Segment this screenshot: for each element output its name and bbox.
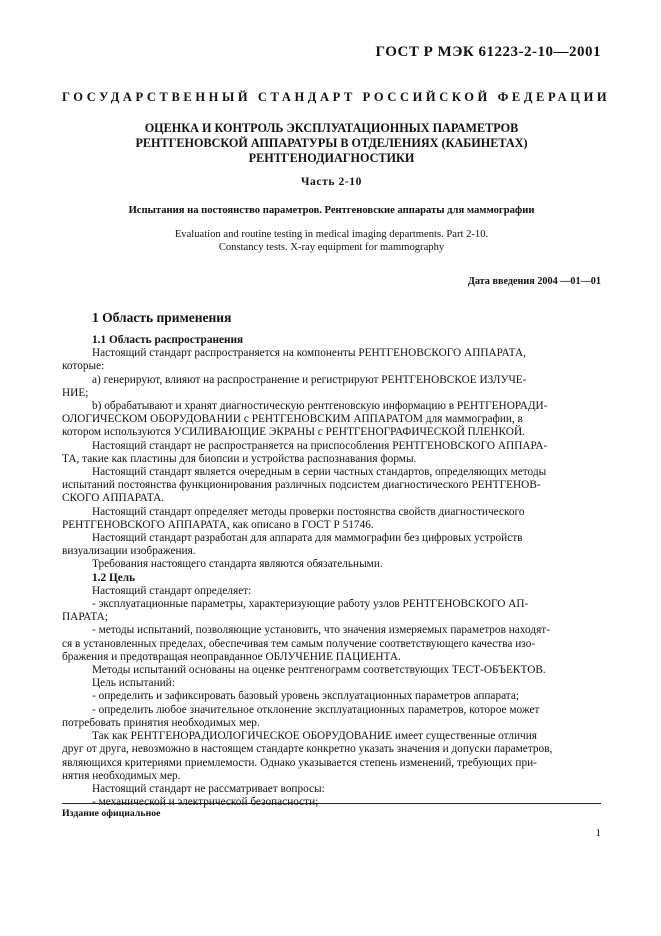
body-line: - определить любое значительное отклонение эксплуатационных параметров, которое может [92, 703, 540, 716]
main-title-line: РЕНТГЕНОВСКОЙ АППАРАТУРЫ В ОТДЕЛЕНИЯХ (КАБИНЕТАХ) [135, 136, 528, 150]
gost-number: ГОСТ Р МЭК 61223-2-10—2001 [375, 44, 601, 60]
body-line: друг от друга, невозможно в настоящем стандарте конкретно указать значения и допуски параметров, [62, 743, 553, 756]
official-edition-label: Издание официальное [62, 808, 161, 819]
body-line: Настоящий стандарт не рассматривает вопросы: [92, 782, 325, 795]
body-text [62, 334, 601, 809]
body-line: - механической и электрической безопасности; [92, 796, 319, 809]
main-title-line: ОЦЕНКА И КОНТРОЛЬ ЭКСПЛУАТАЦИОННЫХ ПАРАМЕТРОВ [144, 121, 519, 135]
english-title-line: Evaluation and routine testing in medical imaging departments. Part 2-10. [174, 229, 489, 240]
body-line: Настоящий стандарт является очередным в серии частных стандартов, определяющих методы [92, 466, 547, 479]
body-line: Настоящий стандарт разработан для аппарата для маммографии без цифровых устройств [92, 532, 523, 545]
body-line: Цель испытаний: [92, 677, 175, 690]
body-line: ОЛОГИЧЕСКОМ ОБОРУДОВАНИИ с РЕНТГЕНОВСКИМ АППАРАТОМ для маммографии, в [62, 413, 523, 426]
body-line: - эксплуатационные параметры, характеризующие работу узлов РЕНТГЕНОВСКОГО АП- [92, 598, 529, 611]
body-line: Методы испытаний основаны на оценке рентгенограмм соответствующих ТЕСТ-ОБЪЕКТОВ. [92, 664, 546, 677]
section-heading: 1 Область применения [92, 310, 232, 325]
body-line: котором используются УСИЛИВАЮЩИЕ ЭКРАНЫ с РЕНТГЕНОГРАФИЧЕСКОЙ ПЛЕНКОЙ. [62, 426, 525, 439]
body-line: ТА, такие как пластины для биопсии и устройства распознавания формы. [62, 452, 417, 465]
body-line: Настоящий стандарт определяет: [92, 584, 252, 597]
body-line: Настоящий стандарт определяет методы проверки постоянства свойств диагностического [92, 505, 525, 518]
body-line: b) обрабатывают и хранят диагностическую рентгеновскую информацию в РЕНТГЕНОРАДИ- [92, 400, 548, 413]
body-line: ПАРАТА; [62, 611, 108, 624]
body-line: Настоящий стандарт распространяется на компоненты РЕНТГЕНОВСКОГО АППАРАТА, [92, 347, 526, 360]
page-number: 1 [595, 827, 601, 839]
body-line: потребовать принятия необходимых мер. [62, 716, 260, 729]
body-line: - определить и зафиксировать базовый уровень эксплуатационных параметров аппарата; [92, 690, 520, 703]
body-line: визуализации изображения. [62, 545, 196, 558]
body-line: Требования настоящего стандарта являются обязательными. [92, 558, 383, 571]
english-title [62, 228, 601, 254]
main-title-line: РЕНТГЕНОДИАГНОСТИКИ [248, 151, 415, 165]
body-line: испытаний постоянства функционирования различных подсистем диагностического РЕНТГЕНОВ- [62, 479, 541, 492]
subtitle: Испытания на постоянство параметров. Рентгеновские аппараты для маммографии [128, 205, 535, 216]
body-line: НИЕ; [62, 386, 89, 399]
subsection-heading: 1.2 Цель [92, 571, 136, 584]
body-line: нятия необходимых мер. [62, 769, 181, 782]
body-line: являющихся критериями приемлемости. Однако указывается степень изменений, требующих при- [62, 756, 537, 769]
introduction-date: Дата введения 2004 —01—01 [467, 276, 601, 287]
body-line: которые: [62, 360, 105, 373]
body-line: СКОГО АППАРАТА. [62, 492, 165, 505]
footer-divider [62, 803, 601, 804]
main-title [62, 121, 601, 166]
part-label: Часть 2-10 [301, 176, 362, 188]
subsection-heading: 1.1 Область распространения [92, 334, 244, 346]
body-line: бражения и предотвращая неоправданное ОБЛУЧЕНИЕ ПАЦИЕНТА. [62, 650, 401, 663]
body-line: а) генерируют, влияют на распространение и регистрируют РЕНТГЕНОВСКОЕ ИЗЛУЧЕ- [92, 373, 527, 386]
body-line: ся в установленных пределах, обеспечивая тем самым получение соответствующего качества изо- [62, 637, 536, 650]
body-line: - методы испытаний, позволяющие установить, что значения измеряемых параметров находят- [92, 624, 550, 637]
english-title-line: Constancy tests. X-ray equipment for mammography [218, 242, 445, 253]
state-standard-heading: ГОСУДАРСТВЕННЫЙ СТАНДАРТ РОССИЙСКОЙ ФЕДЕРАЦИИ [62, 90, 611, 104]
body-line: Настоящий стандарт не распространяется на приспособления РЕНТГЕНОВСКОГО АППАРА- [92, 439, 548, 452]
body-line: РЕНТГЕНОВСКОГО АППАРАТА, как описано в ГОСТ Р 51746. [62, 518, 374, 531]
body-line: Так как РЕНТГЕНОРАДИОЛОГИЧЕСКОЕ ОБОРУДОВАНИЕ имеет существенные отличия [92, 730, 537, 743]
